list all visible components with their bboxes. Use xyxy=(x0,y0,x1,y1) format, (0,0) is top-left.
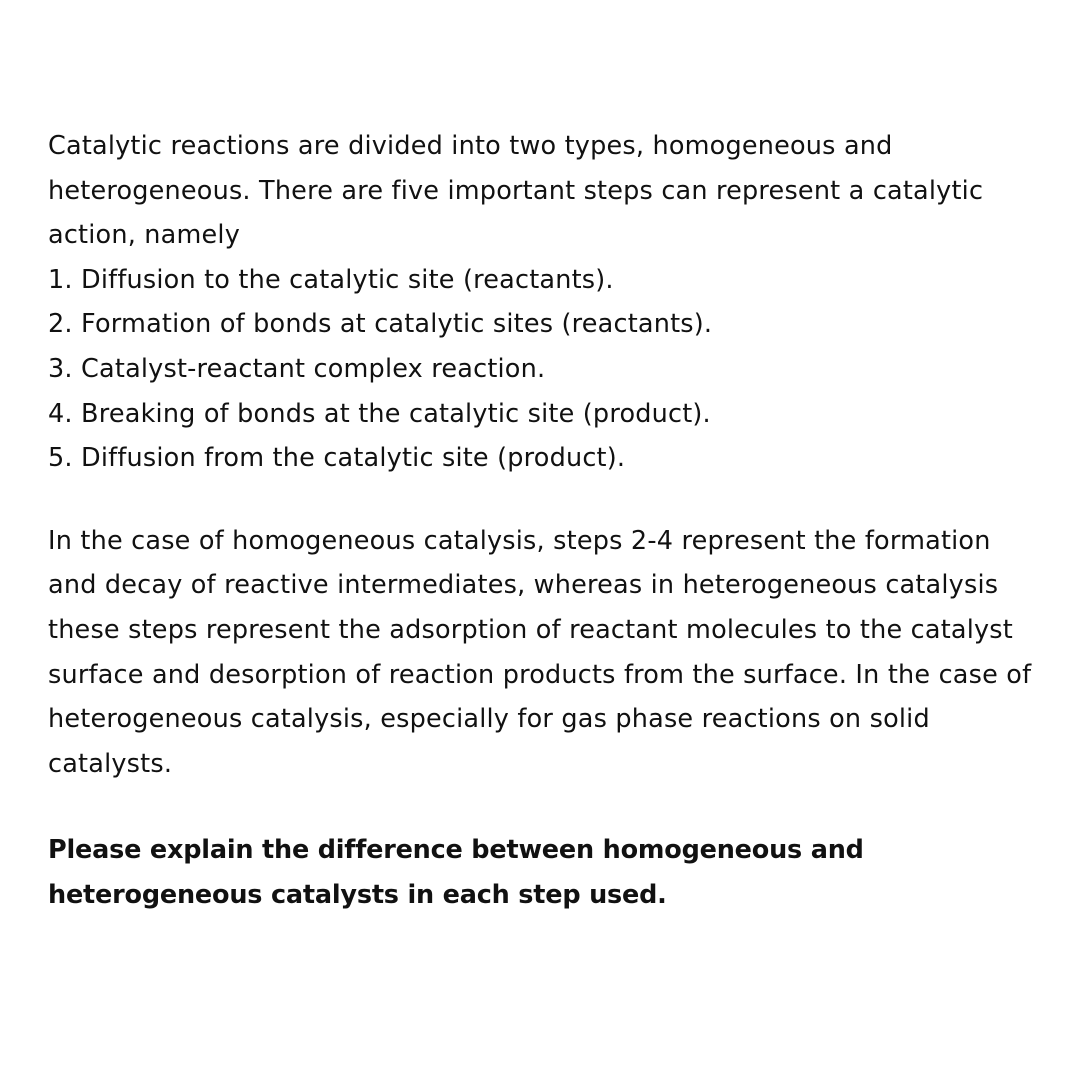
explanation-paragraph: In the case of homogeneous catalysis, steps 2-4 represent the formation and decay of reactive intermediates, whereas in heterogeneous catalysis these steps represent the adsorption of reactant molecules to the catalyst surface and desorption of reaction products from the surface. In the case of heterogeneous catalysis, especially for gas phase reactions on solid catalysts. xyxy=(48,525,1032,779)
document-body xyxy=(48,124,1038,918)
steps-list xyxy=(48,258,1038,481)
list-item: 2. Formation of bonds at catalytic sites (reactants). xyxy=(48,309,713,340)
intro-paragraph: Catalytic reactions are divided into two types, homogeneous and heterogeneous. There are five important steps can represent a catalytic action, namely xyxy=(48,131,984,251)
list-item: 4. Breaking of bonds at the catalytic site (product). xyxy=(48,398,711,429)
question-prompt: Please explain the difference between homogeneous and heterogeneous catalysts in each step used. xyxy=(48,835,864,910)
list-item: 5. Diffusion from the catalytic site (product). xyxy=(48,443,626,474)
list-item: 1. Diffusion to the catalytic site (reactants). xyxy=(48,264,614,295)
list-item: 3. Catalyst-reactant complex reaction. xyxy=(48,353,546,384)
